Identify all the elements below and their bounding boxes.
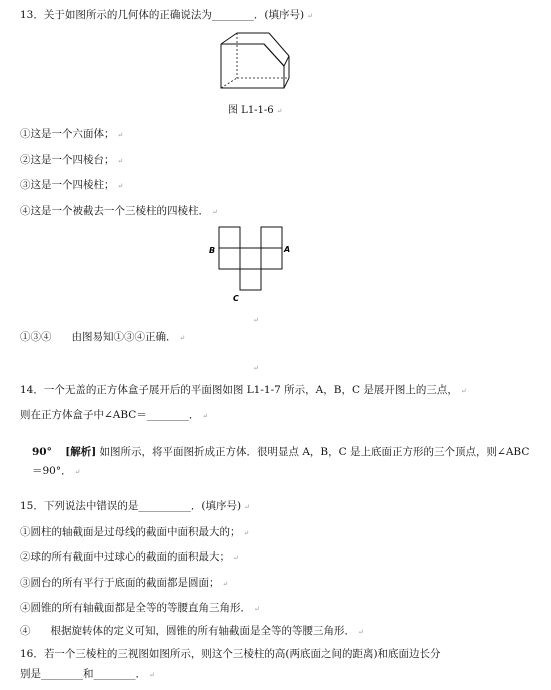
q15-option-3: ③圆台的所有平行于底面的截面都是圆面； ↵	[20, 577, 229, 589]
q13-option-3: ③这是一个四棱柱； ↵	[20, 179, 124, 191]
q13-stem: 13．关于如图所示的几何体的正确说法为________．(填序号) ↵	[20, 9, 313, 21]
q13-answer: ①③④	[20, 331, 52, 343]
q15-stem: 15．下列说法中错误的是__________．(填序号) ↵	[20, 500, 250, 512]
q13-option-4: ④这是一个被截去一个三棱柱的四棱柱． ↵	[20, 205, 218, 217]
q14-stem-line1: 14．一个无盖的正方体盒子展开后的平面图如图 L1-1-7 所示，A，B，C 是展开图上的三点， ↵	[20, 384, 467, 396]
net-label-a: A	[284, 245, 291, 254]
cuboid-figure	[218, 30, 290, 92]
q14-answer: 90°	[32, 446, 52, 458]
q14-answer-line: 90° [解析] 如图所示，将平面图折成正方体．很明显点 A，B，C 是上底面正方形的三个顶点，则∠ABC	[32, 446, 530, 458]
q15-answer-line: ④ 根据旋转体的定义可知，圆锥的所有轴截面是全等的等腰三角形． ↵	[20, 625, 364, 637]
q13-option-1: ①这是一个六面体； ↵	[20, 128, 124, 140]
q16-stem-line2: 别是________和________． ↵	[20, 668, 155, 680]
q14-stem-line2: 则在正方体盒子中∠ABC＝________． ↵	[20, 409, 209, 421]
q14-explanation-line2: ＝90°． ↵	[32, 465, 81, 477]
q15-answer: ④	[20, 625, 31, 637]
blank-mark: ↵	[253, 316, 259, 324]
cube-net-figure	[205, 222, 300, 307]
q15-option-1: ①圆柱的轴截面是过母线的截面中面积最大的； ↵	[20, 526, 250, 538]
analysis-tag: [解析]	[65, 446, 97, 458]
q15-option-4: ④圆锥的所有轴截面都是全等的等腰直角三角形． ↵	[20, 602, 260, 614]
q16-stem-line1: 16．若一个三棱柱的三视图如图所示，则这个三棱柱的高(两底面之间的距离)和底面边长分	[20, 648, 441, 660]
net-label-b: B	[209, 246, 216, 255]
figure-caption: 图 L1-1-6 ↵	[228, 105, 283, 116]
blank-mark: ↵	[253, 364, 259, 372]
q15-option-2: ②球的所有截面中过球心的截面的面积最大； ↵	[20, 551, 239, 563]
q13-answer-line: ①③④ 由图易知①③④正确． ↵	[20, 331, 186, 343]
net-label-c: C	[233, 294, 239, 303]
q13-option-2: ②这是一个四棱台； ↵	[20, 154, 124, 166]
